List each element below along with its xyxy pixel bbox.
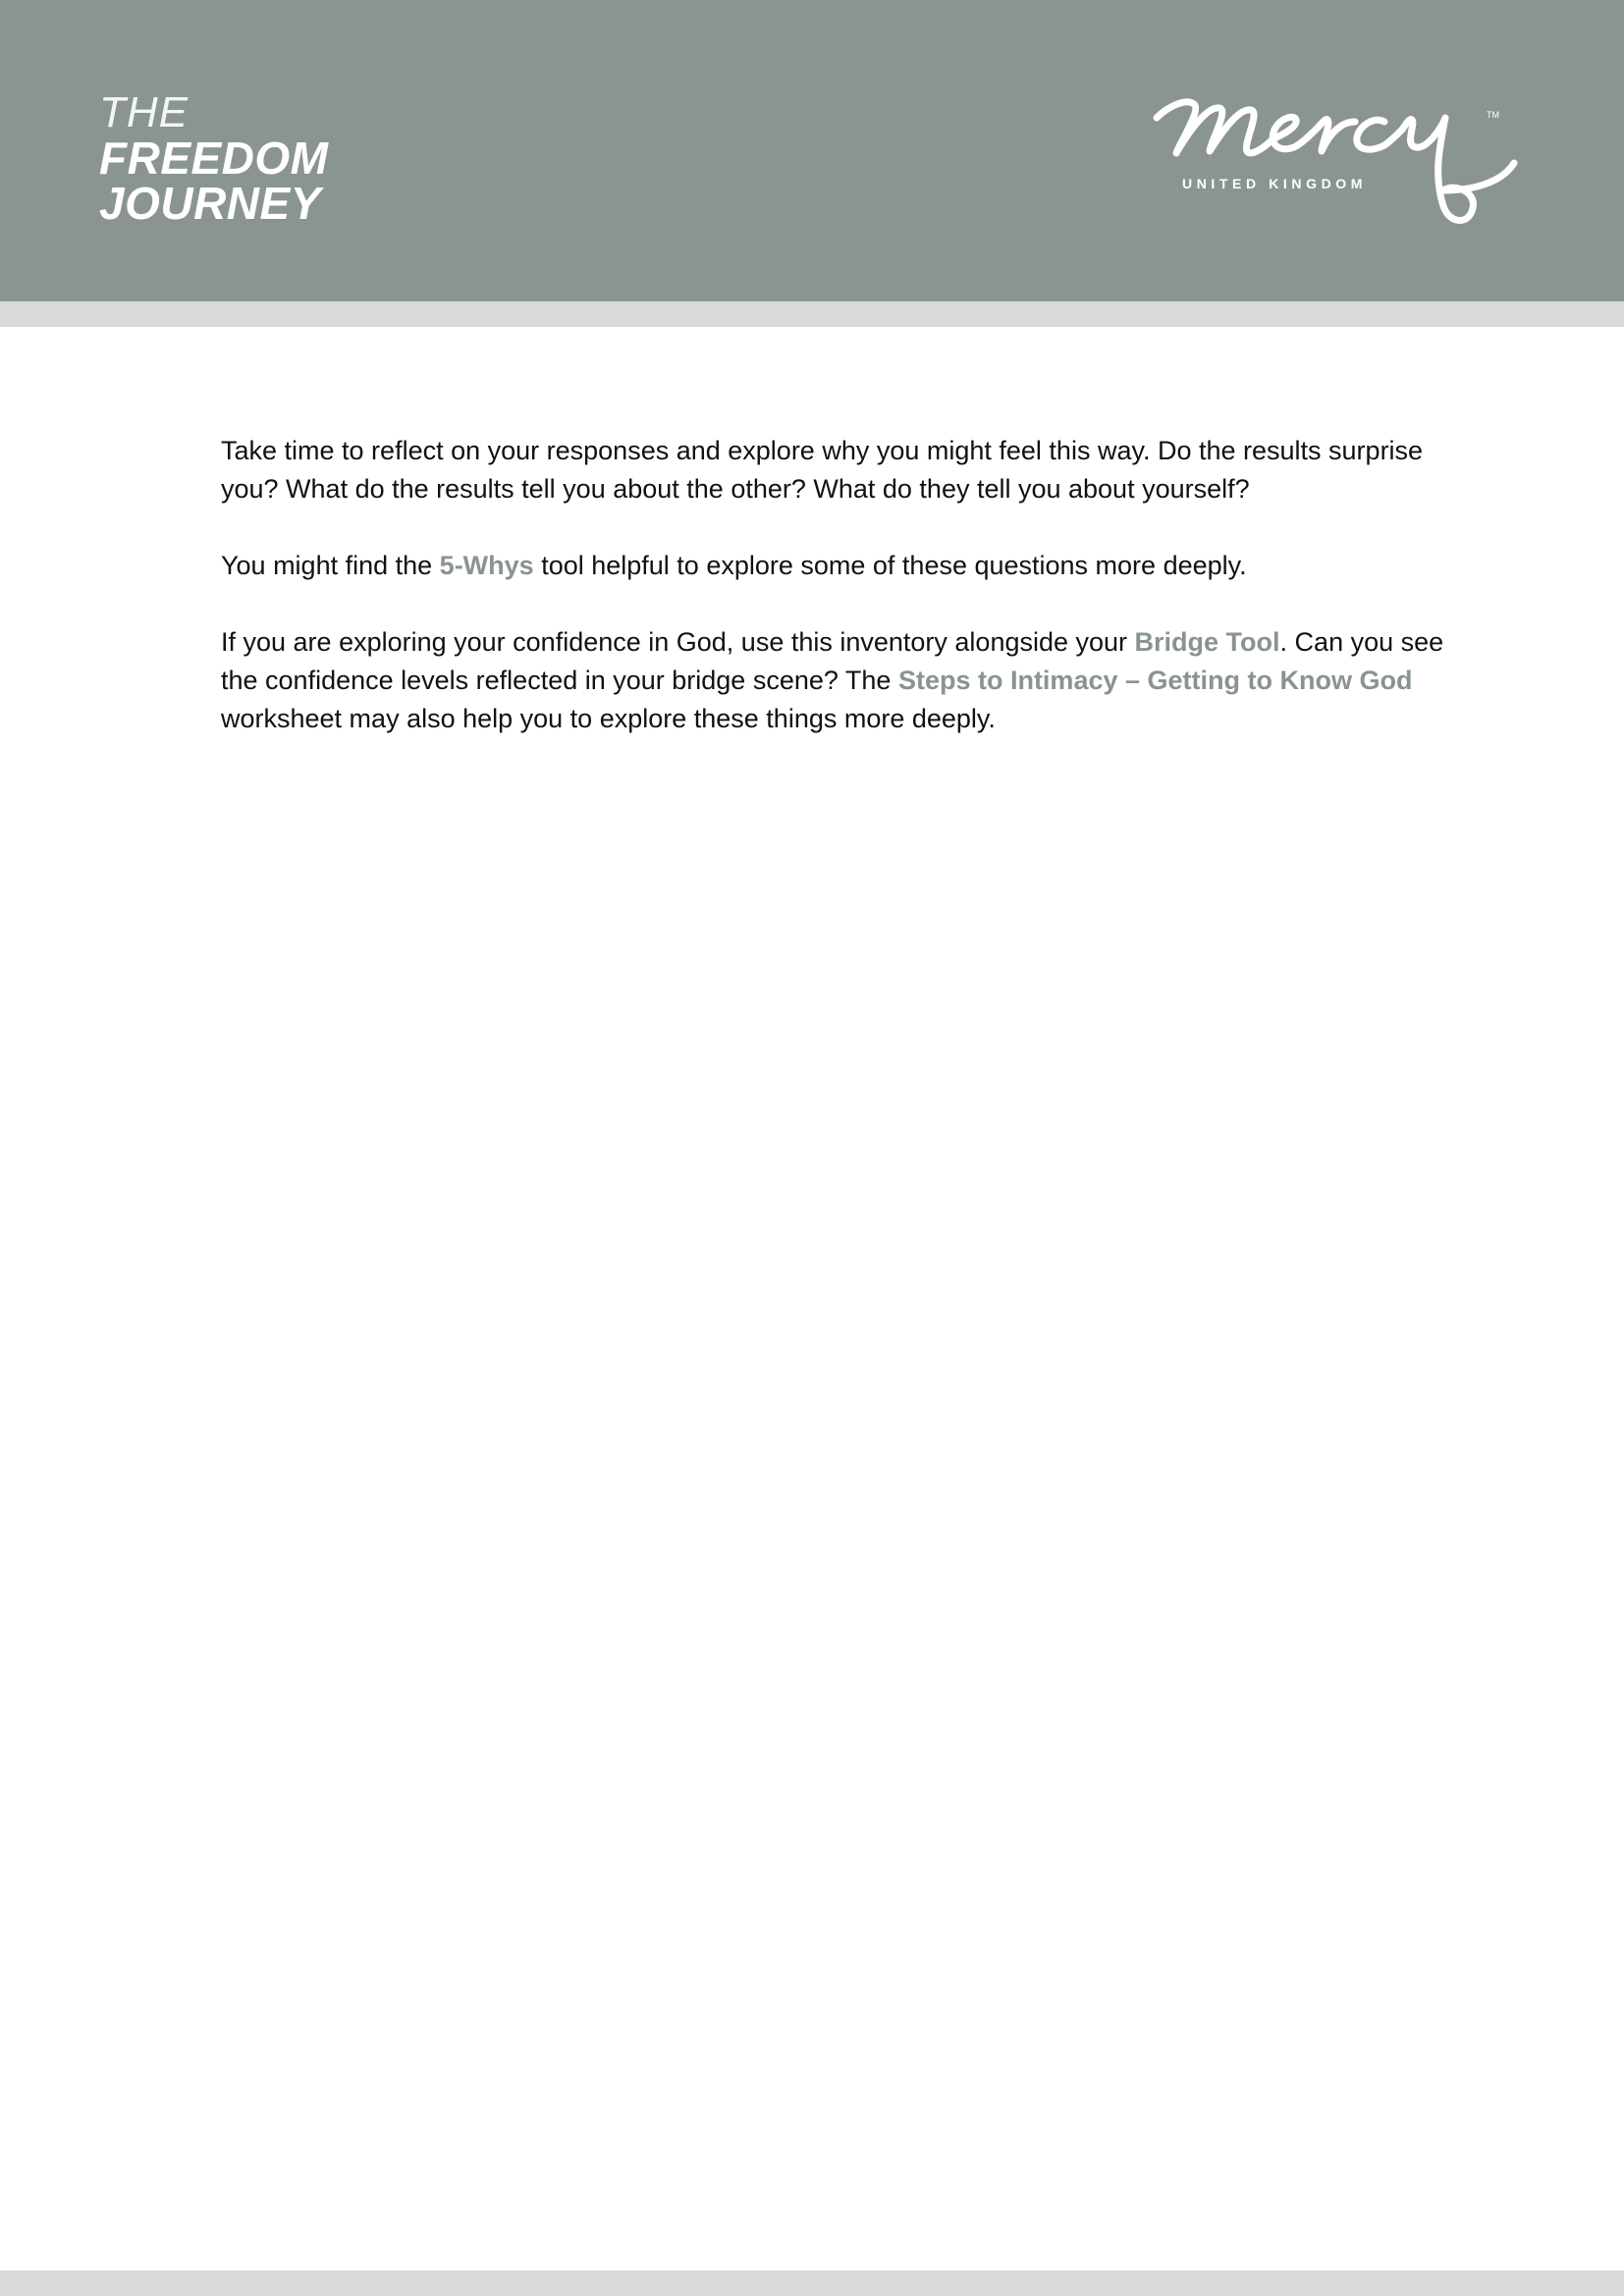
paragraph-confidence-text-middle: . Can you see the confidence levels reflected in your bridge scene? The [221,627,1444,695]
link-5-whys[interactable]: 5-Whys [439,551,534,580]
series-title-freedom: FREEDOM [99,133,329,184]
paragraph-5-whys-text-after: tool helpful to explore some of these questions more deeply. [533,551,1247,580]
series-title-journey: JOURNEY [99,178,321,229]
paragraph-5-whys [221,547,1448,585]
link-steps-to-intimacy[interactable]: Steps to Intimacy – Getting to Know God [897,666,1413,695]
series-title [99,88,329,229]
paragraph-5-whys-text-before: You might find the [221,551,440,580]
page-header [0,0,1624,301]
link-bridge-tool[interactable]: Bridge Tool [1134,627,1280,657]
paragraph-reflect: Take time to reflect on your responses and explore why you might feel this way. Do the results surprise you? What do the results tell you about the other? What do they tell you about yourself? [221,436,1424,504]
footer-band [0,2270,1624,2296]
main-content [221,432,1448,776]
mercy-logo [1149,88,1532,236]
logo-tagline: UNITED KINGDOM [1182,176,1368,191]
header-divider-band [0,301,1624,327]
paragraph-confidence [221,623,1448,738]
series-title-the: THE [99,88,189,136]
paragraph-confidence-text-before: If you are exploring your confidence in God, use this inventory alongside your [221,627,1135,657]
paragraph-confidence-text-after: worksheet may also help you to explore these things more deeply. [221,704,996,733]
trademark-mark: TM [1487,110,1499,120]
